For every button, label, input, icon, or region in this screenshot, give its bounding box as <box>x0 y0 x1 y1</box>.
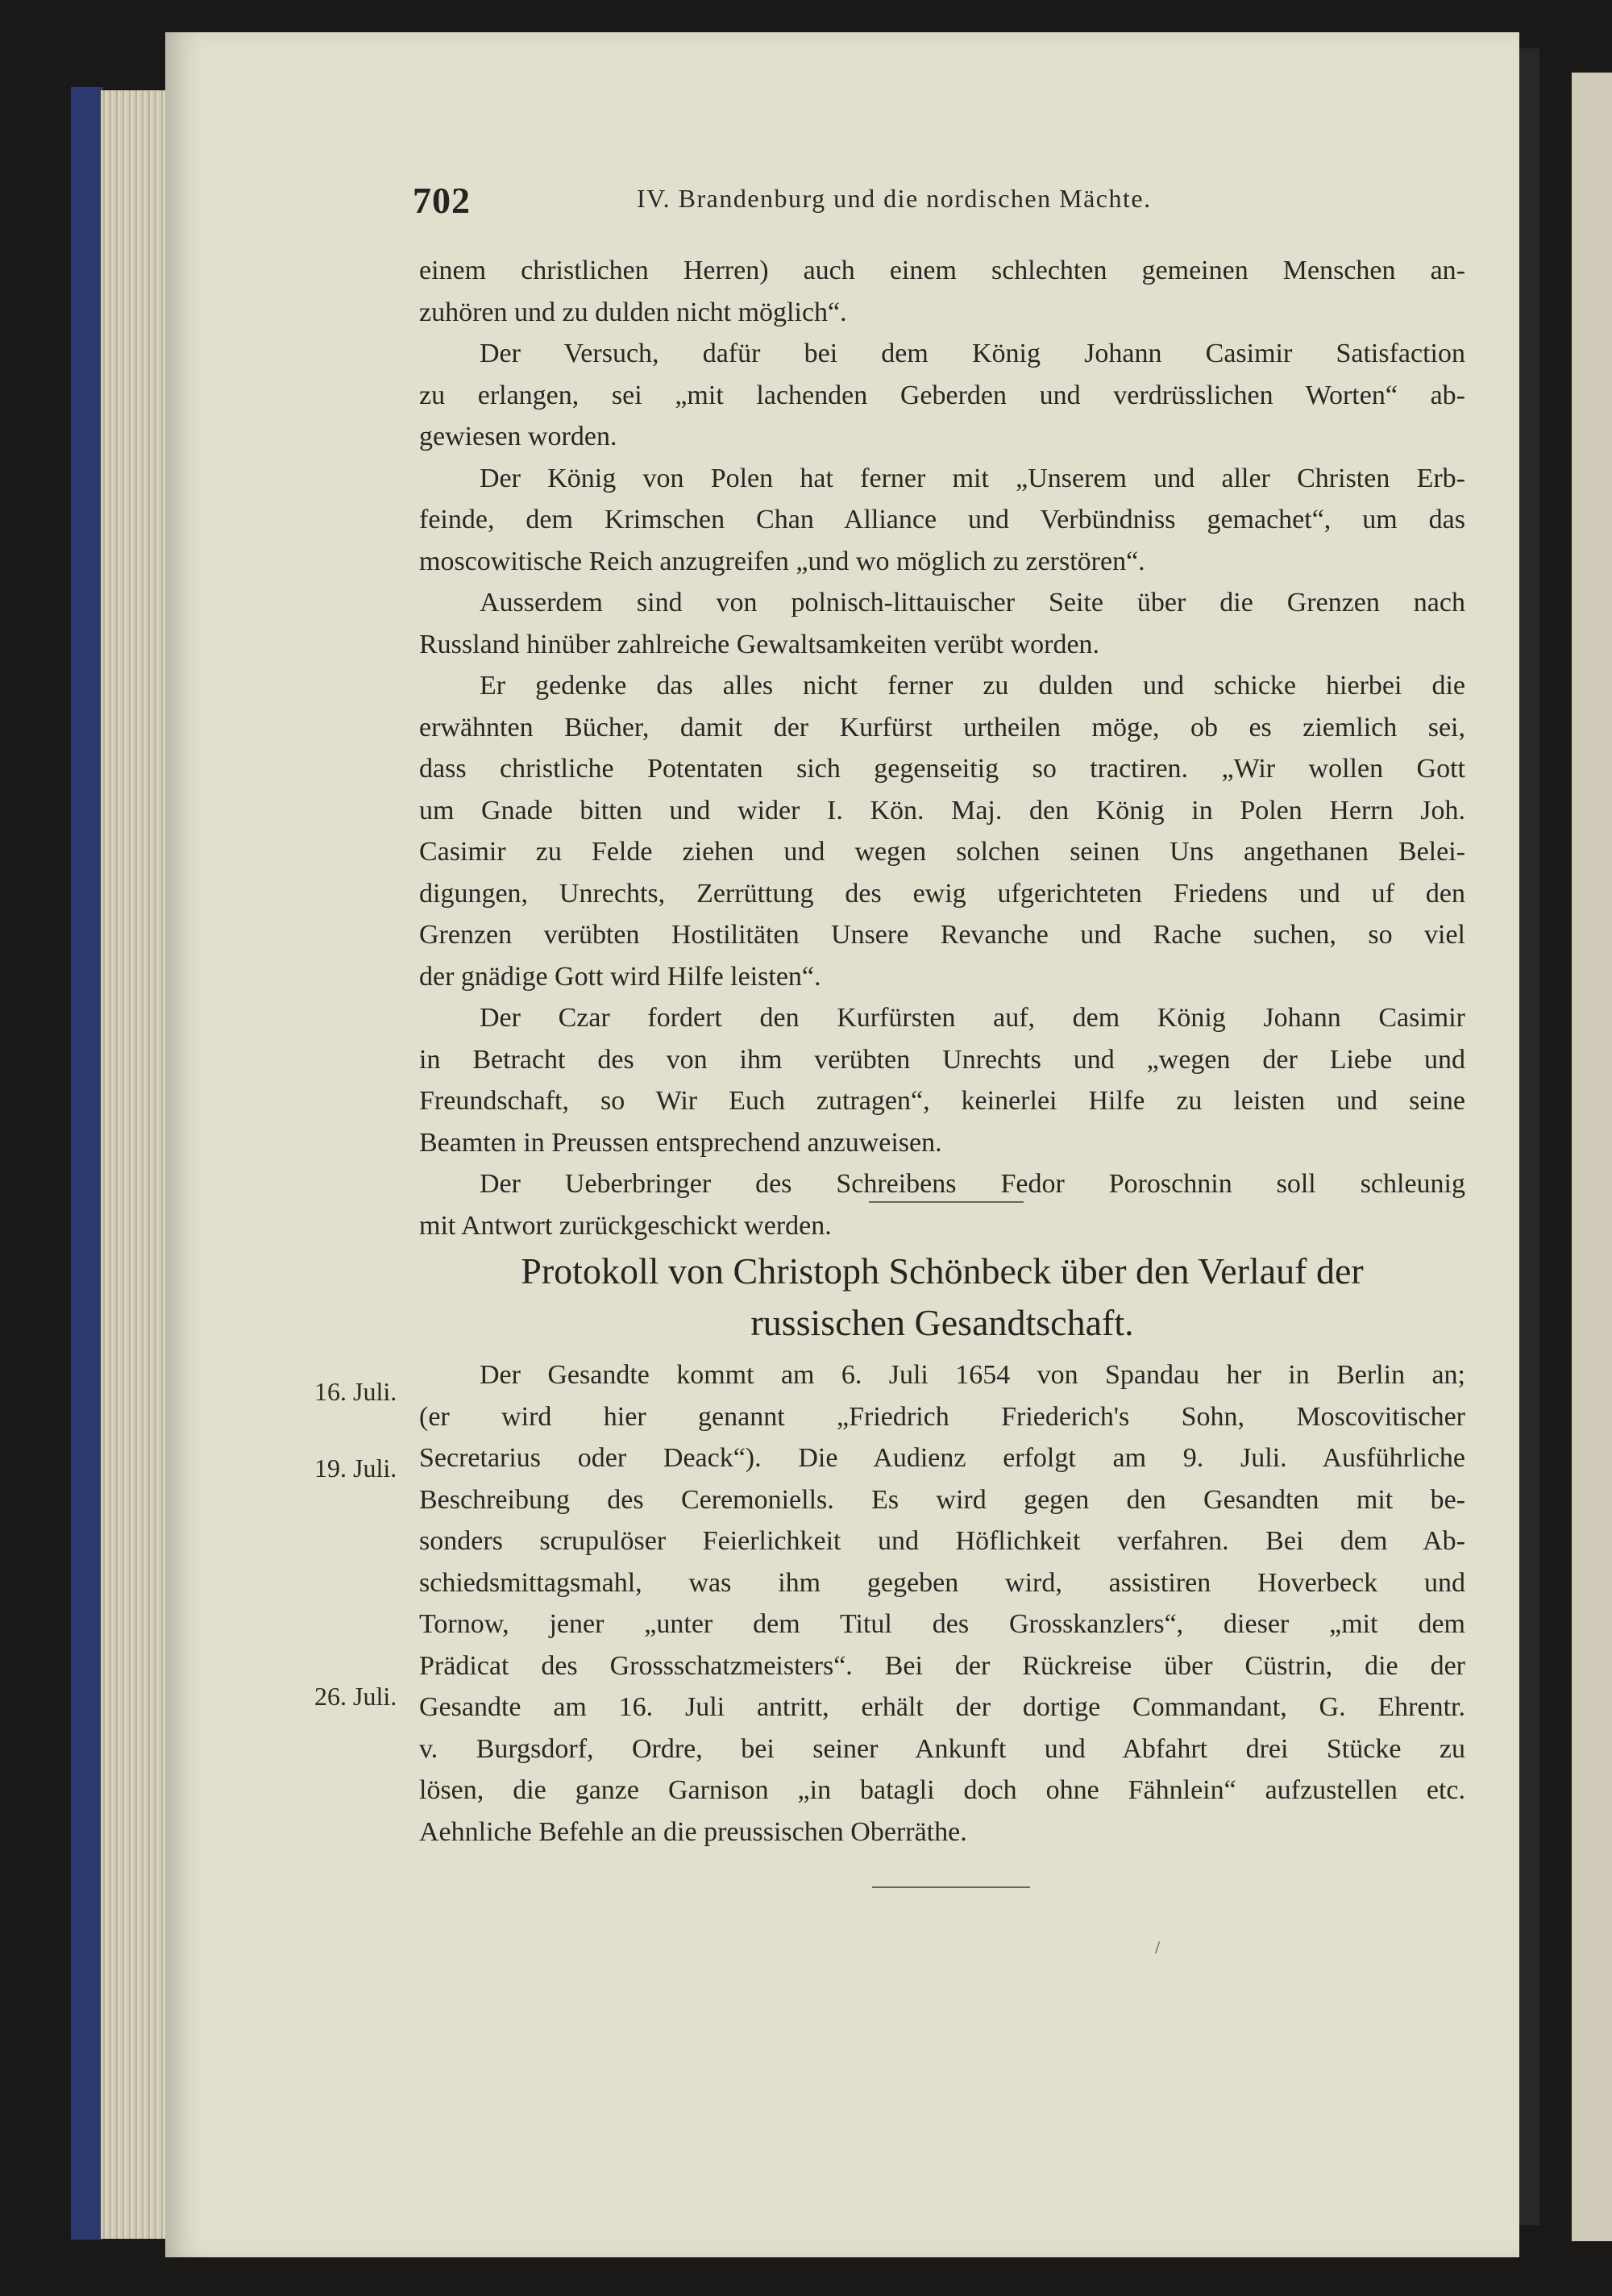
gutter-shadow <box>1519 48 1539 2225</box>
paragraph <box>419 582 1465 665</box>
paragraph <box>419 997 1465 1163</box>
text-line: Aehnliche Befehle an die preussischen Oberräthe. <box>419 1816 967 1847</box>
text-line: v. Burgsdorf, Ordre, bei seiner Ankunft und Abfahrt drei Stücke zu <box>419 1733 1465 1764</box>
text-line: Er gedenke das alles nicht ferner zu dulden und schicke hierbei die <box>480 671 1465 701</box>
text-line: digungen, Unrechts, Zerrüttung des ewig ufgerichteten Friedens und uf den <box>419 878 1465 909</box>
text-line: Russland hinüber zahlreiche Gewaltsamkeiten verübt worden. <box>419 629 1100 659</box>
text-line: der gnädige Gott wird Hilfe leisten“. <box>419 961 821 992</box>
text-line: feinde, dem Krimschen Chan Alliance und Verbündniss gemachet“, um das <box>419 505 1465 534</box>
running-title: IV. Brandenburg und die nordischen Mächte. <box>637 184 1152 213</box>
text-line: Der Gesandte kommt am 6. Juli 1654 von Spandau her in Berlin an; <box>480 1360 1465 1390</box>
text-line: (er wird hier genannt „Friedrich Friederich's Sohn, Moscovitischer <box>419 1401 1465 1432</box>
text-line: Secretarius oder Deack“). Die Audienz erfolgt am 9. Juli. Ausführliche <box>419 1443 1465 1473</box>
text-line: dass christliche Potentaten sich gegenseitig so tractiren. „Wir wollen Gott <box>419 754 1465 784</box>
text-line: Beamten in Preussen entsprechend anzuweisen. <box>419 1127 942 1158</box>
section-divider <box>872 1886 1030 1888</box>
text-line: schiedsmittagsmahl, was ihm gegeben wird, assistiren Hoverbeck und <box>419 1567 1465 1598</box>
text-line: Casimir zu Felde ziehen und wegen solchen seinen Uns angethanen Belei- <box>419 837 1465 867</box>
text-line: Prädicat des Grossschatzmeisters“. Bei der Rückreise über Cüstrin, die der <box>419 1650 1465 1681</box>
text-line: Der Versuch, dafür bei dem König Johann Casimir Satisfaction <box>480 339 1465 368</box>
text-line: sonders scrupulöser Feierlichkeit und Höflichkeit verfahren. Bei dem Ab- <box>419 1526 1465 1556</box>
paragraph <box>419 250 1465 333</box>
facing-page-edge <box>1572 73 1612 2241</box>
section-letter-summary <box>419 250 1465 1246</box>
text-line: erwähnten Bücher, damit der Kurfürst urtheilen möge, ob es ziemlich sei, <box>419 712 1465 742</box>
page-number: 702 <box>413 180 471 221</box>
book-cover-edge <box>71 87 103 2240</box>
page-header <box>0 179 1451 227</box>
text-line: moscowitische Reich anzugreifen „und wo möglich zu zerstören“. <box>419 546 1145 576</box>
text-line: Freundschaft, so Wir Euch zutragen“, keinerlei Hilfe zu leisten und seine <box>419 1086 1465 1116</box>
text-line: mit Antwort zurückgeschickt werden. <box>419 1210 832 1241</box>
ink-mark: / <box>1155 1937 1161 1957</box>
text-line: einem christlichen Herren) auch einem schlechten gemeinen Menschen an- <box>419 256 1465 285</box>
text-line: Beschreibung des Ceremoniells. Es wird gegen den Gesandten mit be- <box>419 1484 1465 1515</box>
text-line: um Gnade bitten und wider I. Kön. Maj. den König in Polen Herrn Joh. <box>419 795 1465 826</box>
section-title-line: Protokoll von Christoph Schönbeck über den Verlauf der <box>521 1250 1364 1292</box>
text-line: Ausserdem sind von polnisch-littauischer Seite über die Grenzen nach <box>480 588 1465 618</box>
paragraph <box>419 458 1465 583</box>
text-line: zuhören und zu dulden nicht möglich“. <box>419 297 847 327</box>
text-line: in Betracht des von ihm verübten Unrechts und „wegen der Liebe und <box>419 1044 1465 1075</box>
section-title-line: russischen Gesandtschaft. <box>750 1302 1134 1343</box>
paragraph <box>419 333 1465 458</box>
paragraph <box>419 1163 1465 1246</box>
margin-date: 16. Juli. <box>314 1377 397 1406</box>
section-title <box>419 1246 1465 1349</box>
section-protocol-text <box>419 1354 1465 1853</box>
text-line: Gesandte am 16. Juli antritt, erhält der dortige Commandant, G. Ehrentr. <box>419 1692 1465 1722</box>
text-line: Der Ueberbringer des Schreibens Fedor Poroschnin soll schleunig <box>480 1169 1465 1199</box>
paragraph <box>419 665 1465 997</box>
margin-date: 26. Juli. <box>314 1682 397 1711</box>
margin-date: 19. Juli. <box>314 1454 397 1483</box>
text-line: zu erlangen, sei „mit lachenden Geberden und verdrüsslichen Worten“ ab- <box>419 380 1465 410</box>
paragraph <box>419 1354 1465 1853</box>
text-line: Grenzen verübten Hostilitäten Unsere Revanche und Rache suchen, so viel <box>419 920 1465 950</box>
text-line: Der König von Polen hat ferner mit „Unserem und aller Christen Erb- <box>480 463 1465 493</box>
text-line: gewiesen worden. <box>419 422 617 451</box>
text-line: lösen, die ganze Garnison „in batagli doch ohne Fähnlein“ aufzustellen etc. <box>419 1775 1465 1805</box>
section-divider <box>869 1201 1024 1203</box>
text-line: Der Czar fordert den Kurfürsten auf, dem König Johann Casimir <box>480 1003 1465 1033</box>
text-line: Tornow, jener „unter dem Titul des Grosskanzlers“, dieser „mit dem <box>419 1609 1465 1639</box>
